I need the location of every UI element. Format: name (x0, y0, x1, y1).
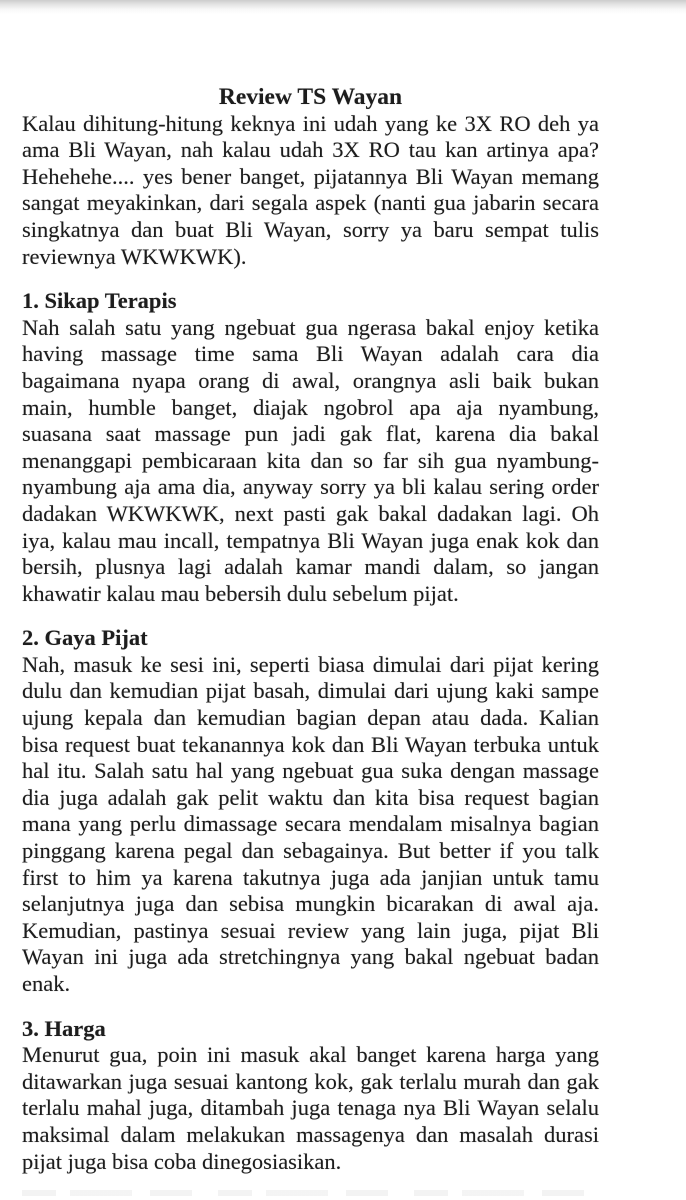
section-body-sikap-terapis: Nah salah satu yang ngebuat gua ngerasa bakal enjoy ketika having massage time sama Bli Wayan adalah cara dia bagaimana nyapa orang di awal, orangnya asli baik bukan main, humble banget, diajak ngobrol apa aja nyambung, suasana saat massage pun jadi gak flat, karena dia bakal menanggapi pembicaraan kita dan so far sih gua nyambung-nyambung aja ama dia, anyway sorry ya bli kalau sering order dadakan WKWKWK, next pasti gak bakal dadakan lagi. Oh iya, kalau mau incall, tempatnya Bli Wayan juga enak kok dan bersih, plusnya lagi adalah kamar mandi dalam, so jangan khawatir kalau mau bebersih dulu sebelum pijat. (22, 314, 599, 606)
document-page (22, 84, 599, 1175)
section-heading-gaya-pijat: 2. Gaya Pijat (22, 625, 148, 651)
section-heading-sikap-terapis: 1. Sikap Terapis (22, 288, 177, 314)
intro-paragraph: Kalau dihitung-hitung keknya ini udah yang ke 3X RO deh ya ama Bli Wayan, nah kalau udah 3X RO tau kan artinya apa? Hehehehe.... yes bener banget, pijatannya Bli Wayan memang sangat meyakinkan, dari segala aspek (nanti gua jabarin secara singkatnya dan buat Bli Wayan, sorry ya baru sempat tulis reviewnya WKWKWK). (22, 110, 599, 269)
truncated-next-line (22, 1190, 599, 1196)
section-body-gaya-pijat: Nah, masuk ke sesi ini, seperti biasa dimulai dari pijat kering dulu dan kemudian pijat basah, dimulai dari ujung kaki sampe ujung kepala dan kemudian bagian depan atau dada. Kalian bisa request buat tekanannya kok dan Bli Wayan terbuka untuk hal itu. Salah satu hal yang ngebuat gua suka dengan massage dia juga adalah gak pelit waktu dan kita bisa request bagian mana yang perlu dimassage secara mendalam misalnya bagian pinggang karena pegal dan sebagainya. But better if you talk first to him ya karena takutnya juga ada janjian untuk tamu selanjutnya juga dan sebisa mungkin bicarakan di awal aja. Kemudian, pastinya sesuai review yang lain juga, pijat Bli Wayan ini juga ada stretchingnya yang bakal ngebuat badan enak. (22, 651, 599, 996)
photo-top-edge (0, 0, 686, 14)
section-body-harga: Menurut gua, poin ini masuk akal banget karena harga yang ditawarkan juga sesuai kantong kok, gak terlalu murah dan gak terlalu mahal juga, ditambah juga tenaga nya Bli Wayan selalu maksimal dalam melakukan massagenya dan masalah durasi pijat juga bisa coba dinegosiasikan. (22, 1042, 599, 1174)
section-heading-harga: 3. Harga (22, 1015, 106, 1041)
document-title: Review TS Wayan (218, 84, 403, 110)
